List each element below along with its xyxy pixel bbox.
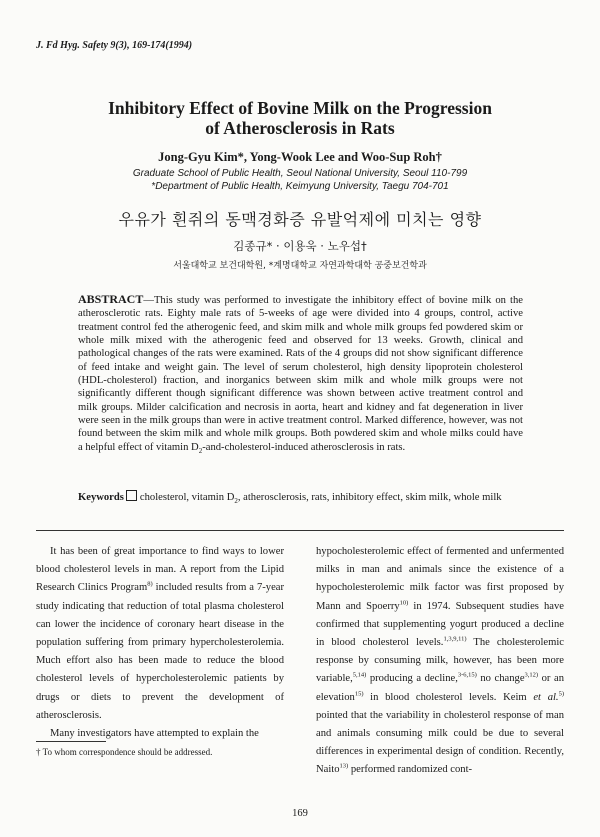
footnote: † To whom correspondence should be addressed. (36, 747, 213, 757)
text-span: It has been of great importance to find ways to lower blood cholesterol levels in man. A report from the Lipid Research Clinics Program (36, 546, 284, 594)
citation: 15) (354, 690, 364, 698)
keywords-label: Keywords (78, 492, 124, 503)
keywords (78, 490, 523, 504)
keywords-text-end: , atherosclerosis, rats, inhibitory effect, skim milk, whole milk (237, 492, 502, 503)
korean-title: 우유가 흰쥐의 동맥경화증 유발억제에 미치는 영향 (118, 210, 482, 229)
abstract-label: ABSTRACT (78, 292, 144, 306)
citation: 13) (339, 762, 349, 770)
title-line-1: Inhibitory Effect of Bovine Milk on the Progression (108, 98, 492, 118)
italic-text: et al. (533, 691, 559, 703)
checkbox-icon (126, 490, 137, 501)
paragraph: Many investigators have attempted to explain the (50, 728, 259, 740)
right-column (316, 543, 564, 780)
title-line-2: of Atherosclerosis in Rats (205, 118, 395, 138)
abstract-subscript: 2 (198, 446, 203, 455)
text-span: in 1974. Subsequent studies have confirmed that supplementing yogurt produced a decline in blood cholesterol levels. (316, 600, 564, 649)
keywords-subscript: 2 (234, 497, 238, 506)
footnote-rule (36, 741, 106, 742)
abstract-text: —This study was performed to investigate the inhibitory effect of bovine milk on the atherosclerotic rats. Eighty male rats of 5-weeks of age were divided into 4 groups, control, active treatment control fed the atherogenic feed, and skim milk and whole milk groups fed powdered skim or whole milk mixed with the atherogenic feed and observed for 13 weeks. Growth, clinical and pathological changes of the rats were examined. Rats of the 4 groups did not show significant difference of feed intake and weight gain. The level of serum cholesterol, high density lipoprotein cholesterol (HDL-cholesterol) fraction, and inorganics between skim milk and whole milk groups were not significantly different though significant difference was shown between active treatment control and milk groups. Milder calcification and necrosis in aorta, heart and kidney and fat degeneration in liver were seen in the milk groups than were in active treatment control. Marked difference, however, was not found between the skim milk and whole milk groups. Both powdered skim and whole milks could have a helpful effect of vitamin D (78, 295, 523, 453)
text-span: hypocholesterolemic effect of fermented and unfermented milks in man and animals since the existence of a hypocholesterolemic milk factor was first proposed by Mann and Spoerry (316, 546, 564, 612)
text-span: included results from a 7-year study indicating that reduction of total plasma cholesterol can lower the incidence of coronary heart disease in the population suffering from primary hypercholesterolemia. Much effort also has been made to reduce the blood cholesterol levels of hypercholesterolemic patients by drugs or diets to prevent the development of atherosclerosis. (36, 582, 284, 721)
citation: 10) (399, 599, 409, 607)
citation: 3,12) (524, 671, 539, 679)
paragraph (36, 543, 284, 725)
paper-title (40, 98, 560, 138)
text-span: or an elevation (316, 673, 565, 703)
citation: 1,3,9,11) (443, 635, 467, 643)
text-span: pointed that the variability in cholesterol response of man and animals consuming milk could be due to several differences in experimental design of condition. Recently, Naito (316, 709, 564, 776)
citation: 3-6,15) (457, 671, 477, 679)
left-column (36, 543, 284, 743)
paragraph (316, 543, 564, 780)
citation: 8) (147, 580, 153, 588)
citation: 5,14) (352, 671, 367, 679)
abstract-text-end: -and-cholesterol-induced atherosclerosis in rats. (202, 441, 406, 453)
citation: 5) (558, 690, 564, 698)
text-span: The cholesterolemic response by consuming milk, however, has been more variable, (316, 637, 564, 685)
text-span: producing a decline, (366, 673, 458, 685)
section-divider (36, 530, 564, 531)
abstract (78, 293, 523, 454)
text-span: no change (476, 673, 525, 685)
affiliation-1: Graduate School of Public Health, Seoul National University, Seoul 110-799 (132, 168, 468, 179)
text-span: performed randomized cont- (348, 764, 473, 776)
journal-reference: J. Fd Hyg. Safety 9(3), 169-174(1994) (36, 40, 193, 51)
korean-affiliation: 서울대학교 보건대학원, *계명대학교 자연과학대학 공중보건학과 (173, 261, 427, 271)
korean-authors: 김종규* · 이용욱 · 노우섭† (233, 239, 367, 253)
keywords-text: cholesterol, vitamin D (139, 492, 235, 503)
page-number: 169 (292, 808, 308, 819)
text-span: in blood cholesterol levels. Keim (363, 691, 534, 703)
authors: Jong-Gyu Kim*, Yong-Wook Lee and Woo-Sup Roh† (158, 150, 442, 164)
affiliation-2: *Department of Public Health, Keimyung University, Taegu 704-701 (151, 181, 449, 192)
